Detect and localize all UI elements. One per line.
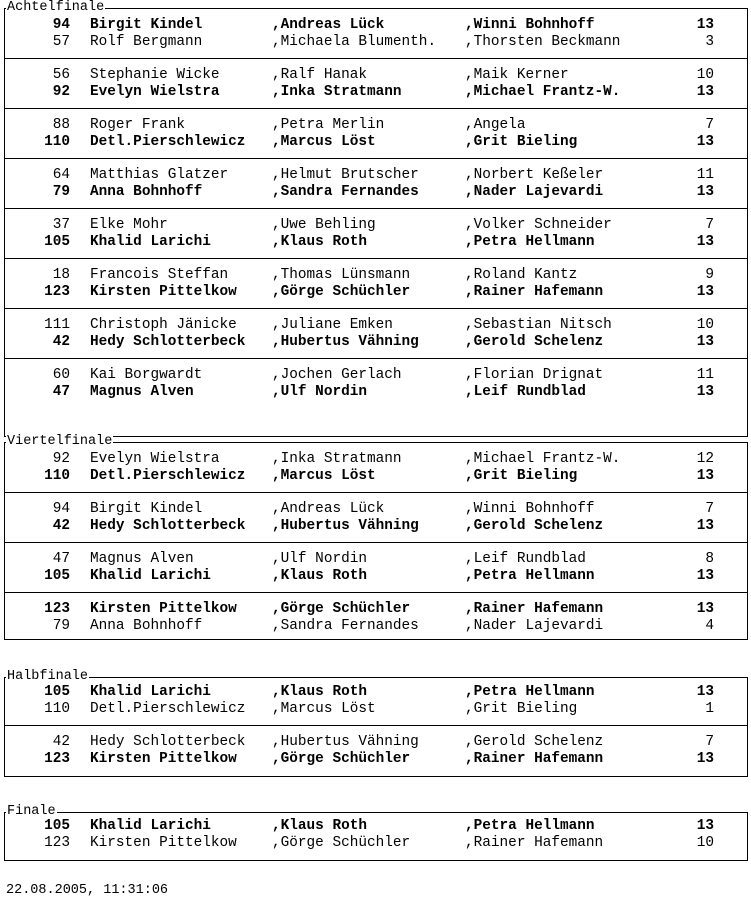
team-score: 13 <box>696 518 714 534</box>
team-number: 123 <box>44 284 70 300</box>
player-3: ,Thorsten Beckmann <box>465 34 621 50</box>
player-3: ,Rainer Hafemann <box>465 284 604 300</box>
player-2: ,Görge Schüchler <box>272 751 411 767</box>
team-score: 13 <box>696 568 714 584</box>
team-number: 47 <box>52 551 70 567</box>
player-2: ,Marcus Löst <box>272 134 376 150</box>
player-2: ,Ralf Hanak <box>272 67 367 83</box>
player-2: ,Uwe Behling <box>272 217 376 233</box>
team-score: 13 <box>696 184 714 200</box>
player-3: ,Gerold Schelenz <box>465 518 604 534</box>
team-number: 60 <box>52 367 70 383</box>
team-score: 13 <box>696 468 714 484</box>
player-3: ,Nader Lajevardi <box>465 618 604 634</box>
player-1: Khalid Larichi <box>90 234 211 250</box>
match-separator <box>4 358 748 359</box>
player-2: ,Juliane Emken <box>272 317 393 333</box>
team-number: 42 <box>52 518 70 534</box>
player-3: ,Winni Bohnhoff <box>465 501 595 517</box>
player-2: ,Görge Schüchler <box>272 601 411 617</box>
player-3: ,Michael Frantz-W. <box>465 451 621 467</box>
player-2: ,Thomas Lünsmann <box>272 267 411 283</box>
team-number: 18 <box>52 267 70 283</box>
player-1: Rolf Bergmann <box>90 34 203 50</box>
player-3: ,Leif Rundblad <box>465 384 586 400</box>
match-separator <box>4 492 748 493</box>
player-3: ,Winni Bohnhoff <box>465 17 595 33</box>
player-2: ,Marcus Löst <box>272 468 376 484</box>
player-3: ,Rainer Hafemann <box>465 601 604 617</box>
player-3: ,Norbert Keßeler <box>465 167 604 183</box>
player-3: ,Petra Hellmann <box>465 234 595 250</box>
team-score: 7 <box>705 217 714 233</box>
match-separator <box>4 542 748 543</box>
player-3: ,Grit Bieling <box>465 134 578 150</box>
player-3: ,Roland Kantz <box>465 267 578 283</box>
team-number: 110 <box>44 701 70 717</box>
team-score: 13 <box>696 384 714 400</box>
team-number: 79 <box>52 618 70 634</box>
player-2: ,Sandra Fernandes <box>272 184 419 200</box>
player-2: ,Hubertus Vähning <box>272 734 419 750</box>
player-1: Birgit Kindel <box>90 501 203 517</box>
player-3: ,Michael Frantz-W. <box>465 84 621 100</box>
team-score: 13 <box>696 334 714 350</box>
player-1: Evelyn Wielstra <box>90 84 220 100</box>
player-2: ,Klaus Roth <box>272 234 367 250</box>
player-1: Detl.Pierschlewicz <box>90 468 246 484</box>
team-score: 10 <box>696 67 714 83</box>
player-1: Kirsten Pittelkow <box>90 601 237 617</box>
player-1: Anna Bohnhoff <box>90 618 203 634</box>
team-number: 92 <box>52 84 70 100</box>
team-score: 8 <box>705 551 714 567</box>
player-2: ,Andreas Lück <box>272 501 385 517</box>
team-number: 79 <box>52 184 70 200</box>
team-score: 13 <box>696 234 714 250</box>
team-number: 92 <box>52 451 70 467</box>
player-3: ,Sebastian Nitsch <box>465 317 612 333</box>
player-2: ,Petra Merlin <box>272 117 385 133</box>
match-separator <box>4 158 748 159</box>
player-1: Khalid Larichi <box>90 818 211 834</box>
team-score: 13 <box>696 818 714 834</box>
player-2: ,Ulf Nordin <box>272 384 367 400</box>
team-score: 7 <box>705 501 714 517</box>
player-1: Hedy Schlotterbeck <box>90 734 246 750</box>
team-number: 123 <box>44 601 70 617</box>
team-number: 123 <box>44 751 70 767</box>
player-3: ,Volker Schneider <box>465 217 612 233</box>
match-separator <box>4 108 748 109</box>
team-score: 13 <box>696 84 714 100</box>
player-1: Birgit Kindel <box>90 17 203 33</box>
player-2: ,Inka Stratmann <box>272 84 402 100</box>
player-3: ,Petra Hellmann <box>465 568 595 584</box>
round-title: Achtelfinale <box>7 0 105 15</box>
player-1: Magnus Alven <box>90 384 194 400</box>
player-2: ,Görge Schüchler <box>272 284 411 300</box>
team-score: 13 <box>696 17 714 33</box>
player-3: ,Petra Hellmann <box>465 818 595 834</box>
team-number: 37 <box>52 217 70 233</box>
player-3: ,Petra Hellmann <box>465 684 595 700</box>
player-1: Kai Borgwardt <box>90 367 203 383</box>
team-score: 10 <box>696 317 714 333</box>
team-score: 10 <box>696 835 714 851</box>
player-2: ,Görge Schüchler <box>272 835 411 851</box>
team-score: 9 <box>705 267 714 283</box>
player-1: Evelyn Wielstra <box>90 451 220 467</box>
player-3: ,Rainer Hafemann <box>465 835 604 851</box>
player-2: ,Hubertus Vähning <box>272 334 419 350</box>
team-number: 64 <box>52 167 70 183</box>
player-2: ,Klaus Roth <box>272 818 367 834</box>
player-3: ,Gerold Schelenz <box>465 334 604 350</box>
player-1: Detl.Pierschlewicz <box>90 701 246 717</box>
player-3: ,Grit Bieling <box>465 701 578 717</box>
team-score: 11 <box>696 167 714 183</box>
player-2: ,Klaus Roth <box>272 684 367 700</box>
team-number: 110 <box>44 134 70 150</box>
team-score: 13 <box>696 601 714 617</box>
team-score: 13 <box>696 751 714 767</box>
round-title: Viertelfinale <box>7 434 113 449</box>
player-2: ,Andreas Lück <box>272 17 385 33</box>
player-1: Matthias Glatzer <box>90 167 229 183</box>
player-1: Kirsten Pittelkow <box>90 835 237 851</box>
print-timestamp: 22.08.2005, 11:31:06 <box>6 883 169 898</box>
player-1: Magnus Alven <box>90 551 194 567</box>
team-number: 94 <box>52 501 70 517</box>
team-number: 110 <box>44 468 70 484</box>
player-3: ,Rainer Hafemann <box>465 751 604 767</box>
team-number: 42 <box>52 334 70 350</box>
player-3: ,Nader Lajevardi <box>465 184 604 200</box>
player-1: Elke Mohr <box>90 217 168 233</box>
match-separator <box>4 592 748 593</box>
player-3: ,Florian Drignat <box>465 367 604 383</box>
team-number: 57 <box>52 34 70 50</box>
match-separator <box>4 208 748 209</box>
team-score: 7 <box>705 117 714 133</box>
team-score: 11 <box>696 367 714 383</box>
player-2: ,Marcus Löst <box>272 701 376 717</box>
player-2: ,Michaela Blumenth. <box>272 34 437 50</box>
player-2: ,Ulf Nordin <box>272 551 367 567</box>
team-number: 105 <box>44 568 70 584</box>
match-separator <box>4 58 748 59</box>
player-3: ,Maik Kerner <box>465 67 569 83</box>
player-1: Francois Steffan <box>90 267 229 283</box>
team-number: 105 <box>44 684 70 700</box>
player-2: ,Hubertus Vähning <box>272 518 419 534</box>
match-separator <box>4 258 748 259</box>
team-score: 4 <box>705 618 714 634</box>
player-1: Khalid Larichi <box>90 684 211 700</box>
player-1: Stephanie Wicke <box>90 67 220 83</box>
team-score: 12 <box>696 451 714 467</box>
player-3: ,Angela <box>465 117 526 133</box>
player-3: ,Gerold Schelenz <box>465 734 604 750</box>
team-number: 88 <box>52 117 70 133</box>
team-score: 13 <box>696 134 714 150</box>
player-1: Hedy Schlotterbeck <box>90 334 246 350</box>
player-2: ,Klaus Roth <box>272 568 367 584</box>
team-score: 13 <box>696 684 714 700</box>
player-3: ,Leif Rundblad <box>465 551 586 567</box>
player-2: ,Sandra Fernandes <box>272 618 419 634</box>
team-score: 7 <box>705 734 714 750</box>
player-1: Christoph Jänicke <box>90 317 237 333</box>
team-number: 105 <box>44 818 70 834</box>
player-1: Anna Bohnhoff <box>90 184 203 200</box>
team-number: 47 <box>52 384 70 400</box>
round-title: Halbfinale <box>7 669 89 684</box>
match-separator <box>4 725 748 726</box>
team-number: 111 <box>44 317 70 333</box>
round-title: Finale <box>7 804 56 819</box>
player-1: Kirsten Pittelkow <box>90 751 237 767</box>
player-2: ,Jochen Gerlach <box>272 367 402 383</box>
player-1: Hedy Schlotterbeck <box>90 518 246 534</box>
team-score: 1 <box>705 701 714 717</box>
player-1: Kirsten Pittelkow <box>90 284 237 300</box>
team-score: 3 <box>705 34 714 50</box>
player-2: ,Helmut Brutscher <box>272 167 419 183</box>
team-score: 13 <box>696 284 714 300</box>
player-1: Roger Frank <box>90 117 185 133</box>
player-3: ,Grit Bieling <box>465 468 578 484</box>
player-1: Detl.Pierschlewicz <box>90 134 246 150</box>
team-number: 56 <box>52 67 70 83</box>
match-separator <box>4 308 748 309</box>
player-2: ,Inka Stratmann <box>272 451 402 467</box>
team-number: 123 <box>44 835 70 851</box>
team-number: 42 <box>52 734 70 750</box>
team-number: 94 <box>52 17 70 33</box>
player-1: Khalid Larichi <box>90 568 211 584</box>
team-number: 105 <box>44 234 70 250</box>
